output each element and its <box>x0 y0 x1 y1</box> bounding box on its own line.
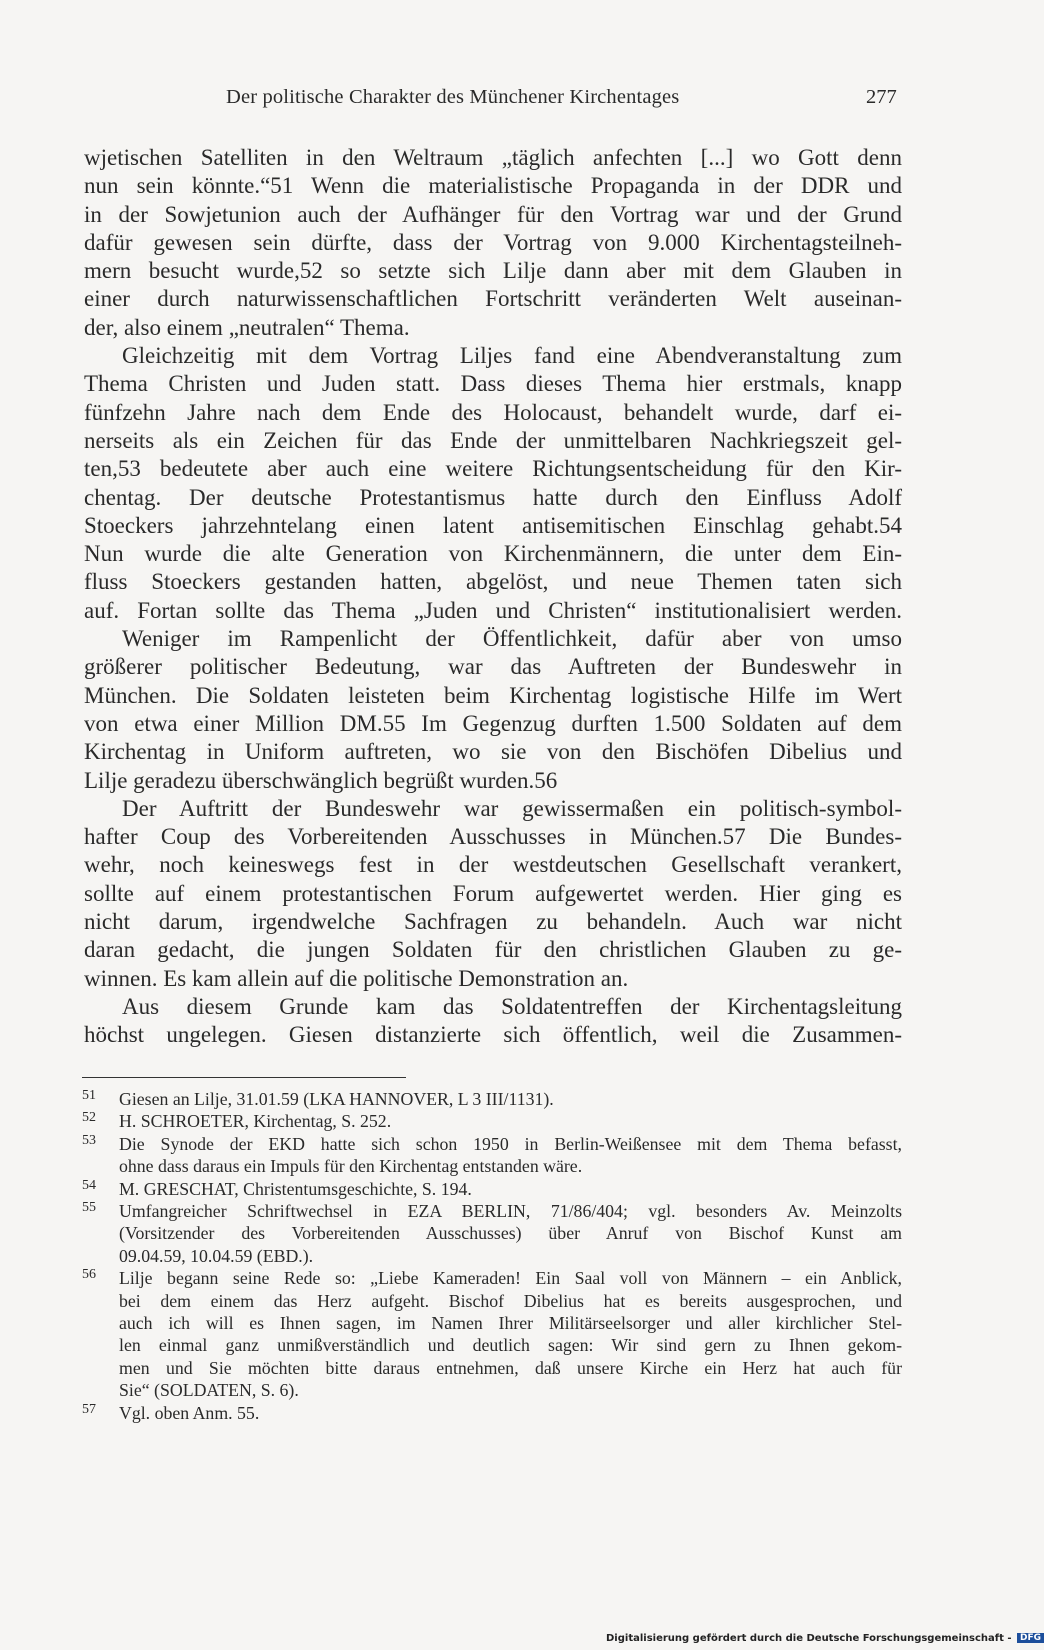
body-line: nun sein könnte.“51 Wenn die materialistische Propaganda in der DDR und <box>84 173 902 199</box>
body-line: der, also einem „neutralen“ Thema. <box>84 314 410 340</box>
body-line: von etwa einer Million DM.55 Im Gegenzug durften 1.500 Soldaten auf dem <box>84 710 902 736</box>
page-number: 277 <box>866 86 897 108</box>
body-line: sollte auf einem protestantischen Forum aufgewertet werden. Hier ging es <box>84 880 902 906</box>
footnote-line: auch ich will es Ihnen sagen, im Namen Ihrer Militärseelsorger und aller kirchlicher Stel- <box>119 1313 902 1334</box>
footnote-51 <box>82 1088 902 1110</box>
body-line: Weniger im Rampenlicht der Öffentlichkeit, dafür aber von umso <box>122 626 902 652</box>
body-line: größerer politischer Bedeutung, war das Auftreten der Bundeswehr in <box>84 654 902 680</box>
body-line: daran gedacht, die jungen Soldaten für den christlichen Glauben zu ge- <box>84 937 902 963</box>
footnote-line: Sie“ (SOLDATEN, S. 6). <box>119 1380 299 1401</box>
footnote-line: Vgl. oben Anm. 55. <box>119 1402 260 1423</box>
footnote-line: (Vorsitzender des Vorbereitenden Ausschusses) über Anruf von Bischof Kunst am <box>119 1223 902 1244</box>
body-line: höchst ungelegen. Giesen distanzierte sich öffentlich, weil die Zusammen- <box>84 1022 902 1048</box>
footnote-number: 54 <box>82 1177 96 1193</box>
body-line: Der Auftritt der Bundeswehr war gewissermaßen ein politisch-symbol- <box>122 795 902 821</box>
credit-text: Digitalisierung gefördert durch die Deutsche Forschungsgemeinschaft - <box>606 1633 1012 1644</box>
body-text <box>84 144 902 1050</box>
footnote-line: ohne dass daraus ein Impuls für den Kirchentag entstanden wäre. <box>119 1156 583 1177</box>
body-line: nerseits als ein Zeichen für das Ende der unmittelbaren Nachkriegszeit gel- <box>84 427 902 453</box>
body-line: ten,53 bedeutete aber auch eine weitere Richtungsentscheidung für den Kir- <box>84 456 902 482</box>
digitization-credit <box>606 1633 1044 1644</box>
dfg-logo-icon: DFG <box>1017 1633 1044 1643</box>
body-line: Nun wurde die alte Generation von Kirchenmännern, die unter dem Ein- <box>84 541 902 567</box>
body-line: mern besucht wurde,52 so setzte sich Lilje dann aber mit dem Glauben in <box>84 258 902 284</box>
body-line: fluss Stoeckers gestanden hatten, abgelöst, und neue Themen taten sich <box>84 569 902 595</box>
footnote-line: M. GRESCHAT, Christentumsgeschichte, S. 194. <box>119 1178 472 1199</box>
footnote-number: 55 <box>82 1200 96 1216</box>
body-line: Stoeckers jahrzehntelang einen latent antisemitischen Einschlag gehabt.54 <box>84 512 902 538</box>
footnote-line: men und Sie möchten bitte daraus entnehmen, daß unsere Kirche ein Herz hat auch für <box>119 1357 902 1378</box>
body-line: winnen. Es kam allein auf die politische Demonstration an. <box>84 965 629 991</box>
body-line: Thema Christen und Juden statt. Dass dieses Thema hier erstmals, knapp <box>84 371 902 397</box>
body-line: fünfzehn Jahre nach dem Ende des Holocaust, behandelt wurde, darf ei- <box>84 399 902 425</box>
footnote-55 <box>82 1200 902 1267</box>
body-line: wjetischen Satelliten in den Weltraum „täglich anfechten [...] wo Gott denn <box>84 145 902 170</box>
footnote-line: Umfangreicher Schriftwechsel in EZA BERLIN, 71/86/404; vgl. besonders Av. Meinzolts <box>119 1201 902 1222</box>
footnote-52 <box>82 1110 902 1132</box>
footnotes <box>82 1088 902 1424</box>
body-line: chentag. Der deutsche Protestantismus hatte durch den Einfluss Adolf <box>84 484 902 510</box>
footnote-line: bei dem einem das Herz aufgeht. Bischof Dibelius hat es bereits ausgesprochen, und <box>119 1290 902 1311</box>
footnote-line: H. SCHROETER, Kirchentag, S. 252. <box>119 1111 392 1132</box>
body-line: Aus diesem Grunde kam das Soldatentreffen der Kirchentagsleitung <box>122 993 902 1019</box>
footnote-number: 52 <box>82 1110 96 1126</box>
body-line: einer durch naturwissenschaftlichen Fortschritt veränderten Welt auseinan- <box>84 286 902 312</box>
footnote-54 <box>82 1178 902 1200</box>
body-line: wehr, noch keineswegs fest in der westdeutschen Gesellschaft verankert, <box>84 852 902 878</box>
footnote-line: Die Synode der EKD hatte sich schon 1950 in Berlin-Weißensee mit dem Thema befasst, <box>119 1133 902 1154</box>
body-line: nicht darum, irgendwelche Sachfragen zu behandeln. Auch war nicht <box>84 909 902 935</box>
body-line: dafür gewesen sein dürfte, dass der Vortrag von 9.000 Kirchentagsteilneh- <box>84 229 902 255</box>
footnote-line: len einmal ganz unmißverständlich und deutlich sagen: Wir sind gern zu Ihnen gekom- <box>119 1335 902 1356</box>
running-head: Der politische Charakter des Münchener Kirchentages <box>226 86 680 108</box>
body-line: Gleichzeitig mit dem Vortrag Liljes fand eine Abendveranstaltung zum <box>122 343 902 369</box>
body-line: München. Die Soldaten leisteten beim Kirchentag logistische Hilfe im Wert <box>84 682 902 708</box>
body-line: Kirchentag in Uniform auftreten, wo sie von den Bischöfen Dibelius und <box>84 739 902 765</box>
footnote-53 <box>82 1133 902 1178</box>
footnote-number: 57 <box>82 1401 96 1417</box>
footnote-number: 56 <box>82 1267 96 1283</box>
body-line: auf. Fortan sollte das Thema „Juden und Christen“ institutionalisiert werden. <box>84 597 902 623</box>
body-line: in der Sowjetunion auch der Aufhänger für den Vortrag war und der Grund <box>84 201 902 227</box>
footnote-number: 53 <box>82 1132 96 1148</box>
footnote-line: Giesen an Lilje, 31.01.59 (LKA HANNOVER, L 3 III/1131). <box>119 1089 554 1109</box>
footnote-number: 51 <box>82 1088 96 1103</box>
footnote-separator <box>82 1077 406 1078</box>
footnote-line: Lilje begann seine Rede so: „Liebe Kameraden! Ein Saal voll von Männern – ein Anblick, <box>119 1268 902 1289</box>
footnote-57 <box>82 1402 902 1424</box>
footnote-56 <box>82 1267 902 1401</box>
body-line: hafter Coup des Vorbereitenden Ausschusses in München.57 Die Bundes- <box>84 824 902 850</box>
footnote-line: 09.04.59, 10.04.59 (EBD.). <box>119 1245 314 1266</box>
body-line: Lilje geradezu überschwänglich begrüßt wurden.56 <box>84 767 558 793</box>
